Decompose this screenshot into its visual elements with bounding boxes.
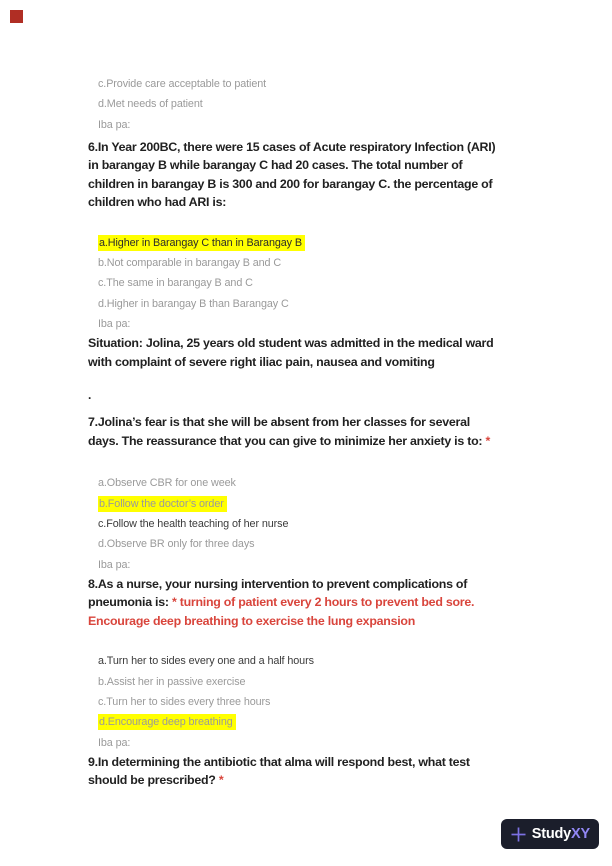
question-6-options <box>98 233 535 334</box>
option-row: a.Observe CBR for one week <box>98 477 236 490</box>
situation-text <box>88 334 535 371</box>
question-6-line: in barangay B while barangay C had 20 cases. The total number of <box>88 158 463 173</box>
more-options-label: Iba pa: <box>98 118 131 131</box>
studyxy-badge[interactable] <box>501 819 599 849</box>
option-row: c.Provide care acceptable to patient <box>98 78 267 90</box>
option-row: d.Higher in barangay B than Barangay C <box>98 297 289 310</box>
question-9-text <box>88 753 535 790</box>
situation-line: Situation: Jolina, 25 years old student was admitted in the medical ward <box>88 336 494 351</box>
highlighted-answer: a.Higher in Barangay C than in Barangay B <box>98 235 305 251</box>
question-6-line: children who had ARI is: <box>88 195 227 210</box>
option-row: c.Turn her to sides every three hours <box>98 695 271 708</box>
more-options-label: Iba pa: <box>98 736 131 749</box>
answer-note-red: Encourage deep breathing to exercise the lung expansion <box>88 613 416 628</box>
question-8-line <box>88 593 535 612</box>
more-options-label: Iba pa: <box>98 558 131 571</box>
question-9-line: 9.In determining the antibiotic that alma will respond best, what test <box>88 754 470 769</box>
red-marker-square <box>10 10 23 23</box>
option-row: a.Turn her to sides every one and a half hours <box>98 655 314 668</box>
brand-xy: XY <box>571 826 590 842</box>
question-7-line-text: days. The reassurance that you can give to minimize her anxiety is to: <box>88 433 486 448</box>
question-8-line-text: pneumonia is: <box>88 595 172 610</box>
question-9-line <box>88 771 535 790</box>
option-row-highlighted <box>98 233 535 253</box>
question-7-options <box>98 473 535 574</box>
question-7-line <box>88 432 535 451</box>
question-7-text <box>88 413 535 450</box>
question-8-line: 8.As a nurse, your nursing intervention to prevent complications of <box>88 576 468 591</box>
option-row: d.Observe BR only for three days <box>98 538 255 551</box>
question-8-options <box>98 651 535 752</box>
highlighted-answer: d.Encourage deep breathing <box>98 714 236 730</box>
question-9-line-text: should be prescribed? <box>88 773 219 788</box>
required-asterisk: * <box>218 773 224 788</box>
situation-line: with complaint of severe right iliac pain, nausea and vomiting <box>88 354 435 369</box>
option-row: b.Not comparable in barangay B and C <box>98 257 282 270</box>
plus-icon <box>510 826 527 843</box>
brand-study: Study <box>531 826 572 842</box>
option-row: c.Follow the health teaching of her nurse <box>98 517 289 530</box>
highlighted-answer: b.Follow the doctor’s order <box>98 496 227 512</box>
question-8-text <box>88 575 535 631</box>
question-7-line: 7.Jolina’s fear is that she will be absent from her classes for several <box>88 415 470 430</box>
studyxy-wordmark <box>532 825 590 843</box>
question-6-line: children in barangay B is 300 and 200 for barangay C. the percentage of <box>88 176 493 191</box>
required-asterisk: * <box>485 433 491 448</box>
option-row-highlighted <box>98 712 535 732</box>
option-row: b.Assist her in passive exercise <box>98 675 246 688</box>
option-row: d.Met needs of patient <box>98 98 203 111</box>
question-5-options <box>98 74 535 135</box>
question-6-text <box>88 138 535 212</box>
option-row: c.The same in barangay B and C <box>98 277 253 290</box>
answer-note-red: * turning of patient every 2 hours to prevent bed sore. <box>171 595 475 610</box>
document-content <box>88 0 535 790</box>
question-6-line: 6.In Year 200BC, there were 15 cases of Acute respiratory Infection (ARI) <box>88 139 496 154</box>
more-options-label: Iba pa: <box>98 318 131 331</box>
option-row-highlighted <box>98 494 535 514</box>
separator-dot: . <box>88 388 92 403</box>
